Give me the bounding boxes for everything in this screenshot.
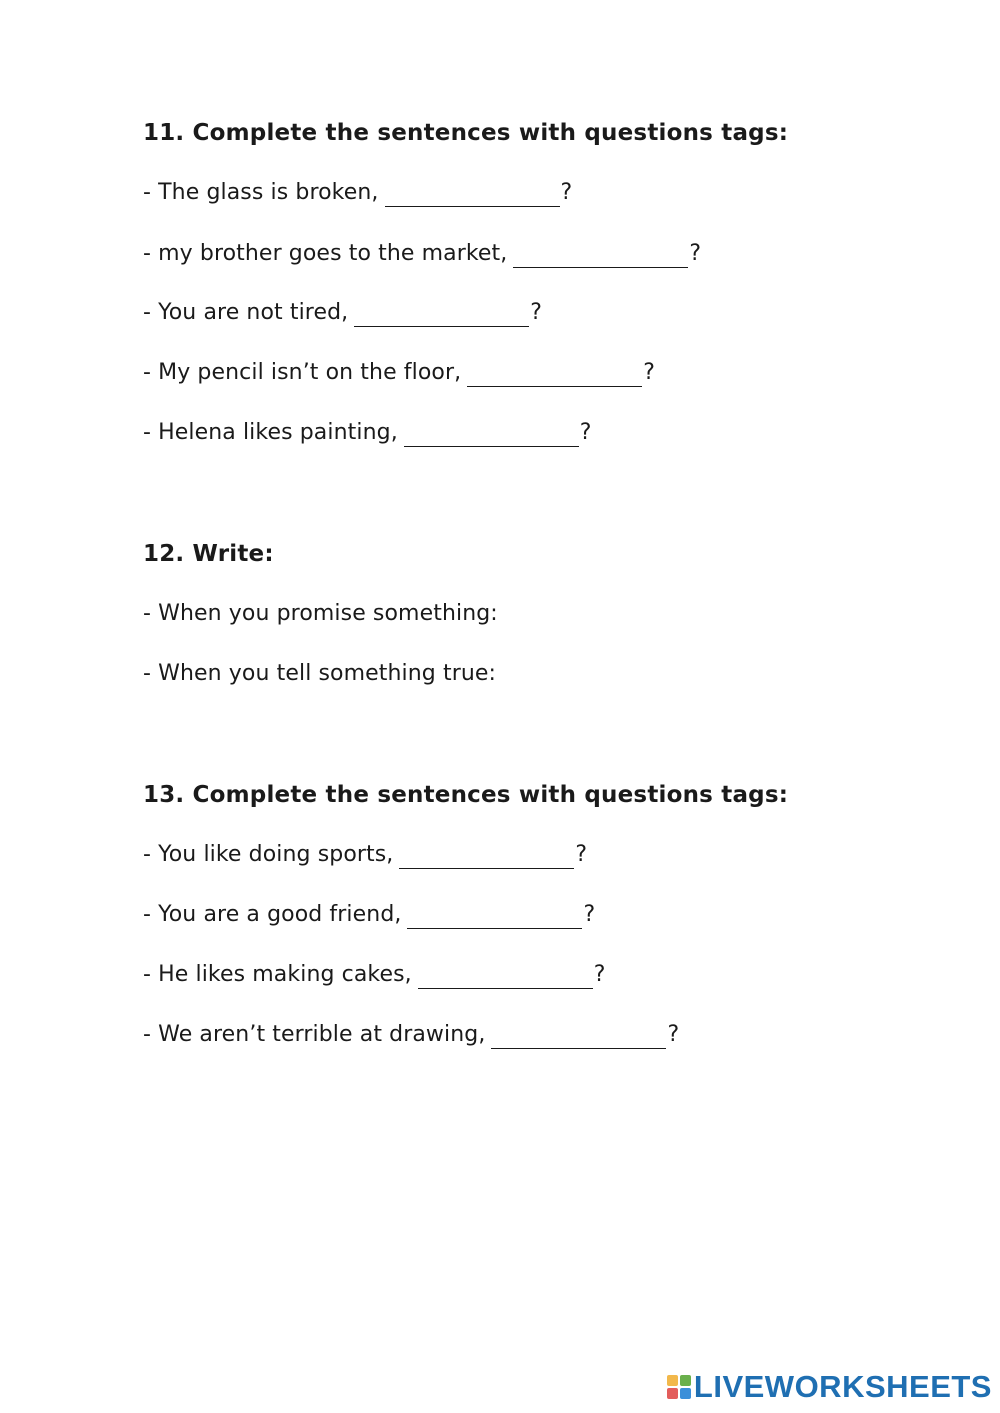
section-11-item (143, 180, 572, 207)
sentence-text: - You are a good friend, (143, 902, 402, 927)
logo-tile (667, 1388, 678, 1399)
sentence-text: - The glass is broken, (143, 180, 379, 205)
section-11-item (143, 360, 655, 387)
watermark-text: LIVEWORKSHEETS (693, 1369, 992, 1404)
answer-blank[interactable] (407, 902, 582, 929)
section-13-item (143, 1022, 679, 1049)
logo-tile (680, 1375, 691, 1386)
question-mark: ? (575, 842, 588, 867)
answer-blank[interactable] (399, 842, 574, 869)
sentence-text: - He likes making cakes, (143, 962, 412, 987)
section-11-item (143, 241, 701, 268)
question-mark: ? (593, 962, 606, 987)
question-mark: ? (579, 420, 592, 445)
section-13-heading: 13. Complete the sentences with questions tags: (143, 782, 789, 808)
section-11-item (143, 420, 592, 447)
liveworksheets-logo-icon (667, 1375, 691, 1399)
question-mark: ? (560, 180, 573, 205)
liveworksheets-watermark (667, 1369, 992, 1405)
section-13-item (143, 902, 595, 929)
answer-blank[interactable] (491, 1022, 666, 1049)
section-12-heading: 12. Write: (143, 541, 274, 567)
question-mark: ? (689, 241, 702, 266)
answer-blank[interactable] (467, 360, 642, 387)
sentence-text: - You are not tired, (143, 300, 349, 325)
logo-tile (667, 1375, 678, 1386)
section-13-item (143, 842, 587, 869)
question-mark: ? (583, 902, 596, 927)
sentence-text: - You like doing sports, (143, 842, 394, 867)
question-mark: ? (530, 300, 543, 325)
sentence-text: - We aren’t terrible at drawing, (143, 1022, 486, 1047)
section-12-item (143, 601, 498, 626)
section-11-heading: 11. Complete the sentences with questions tags: (143, 120, 789, 146)
sentence-text: - Helena likes painting, (143, 420, 398, 445)
answer-blank[interactable] (418, 962, 593, 989)
prompt-text: - When you promise something: (143, 601, 498, 626)
answer-blank[interactable] (513, 241, 688, 268)
section-11-item (143, 300, 542, 327)
prompt-text: - When you tell something true: (143, 661, 497, 686)
answer-blank[interactable] (354, 300, 529, 327)
logo-tile (680, 1388, 691, 1399)
question-mark: ? (667, 1022, 680, 1047)
section-12-item (143, 661, 496, 686)
answer-blank[interactable] (385, 180, 560, 207)
sentence-text: - my brother goes to the market, (143, 241, 508, 266)
answer-blank[interactable] (404, 420, 579, 447)
section-13-item (143, 962, 606, 989)
sentence-text: - My pencil isn’t on the floor, (143, 360, 462, 385)
question-mark: ? (643, 360, 656, 385)
